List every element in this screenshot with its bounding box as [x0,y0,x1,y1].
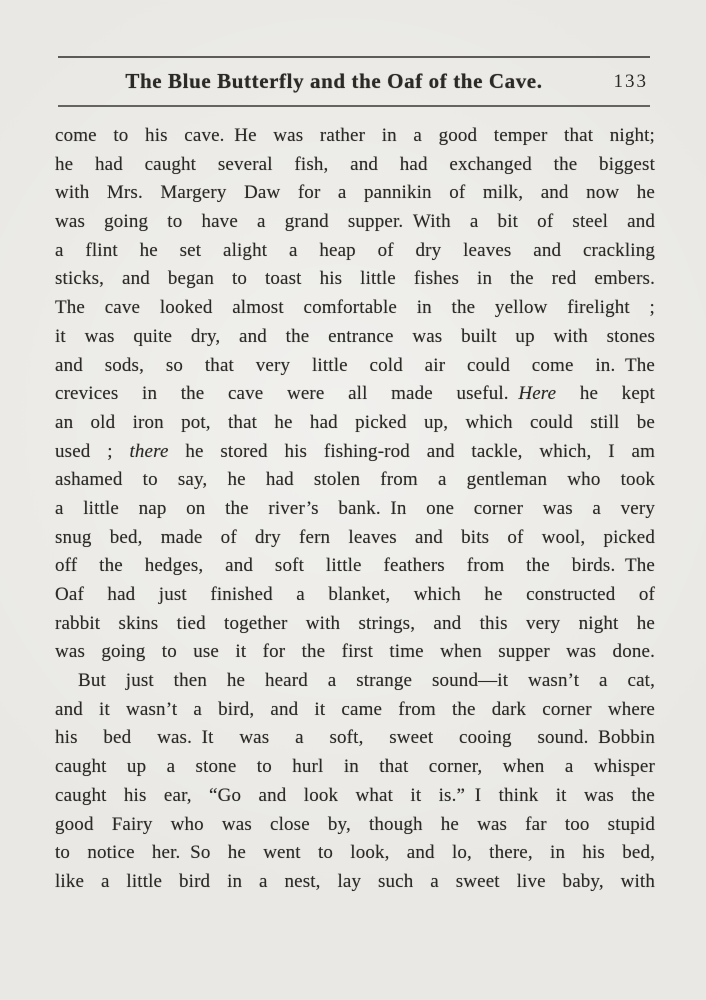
paragraph [55,122,655,667]
text-line: an old iron pot, that he had picked up, which could still be [55,411,655,433]
text-line: used ; there he stored his fishing-rod and tackle, which, I am [55,440,656,462]
text-line: to notice her. So he went to look, and lo, there, in his bed, [55,842,655,864]
text-line: caught his ear, “Go and look what it is.” I think it was the [55,784,655,806]
text-line: like a little bird in a nest, lay such a sweet live baby, with [55,870,655,892]
page-number: 133 [613,70,648,92]
text-line: caught up a stone to hurl in that corner, when a whisper [55,756,655,778]
text-line: snug bed, made of dry fern leaves and bits of wool, picked [55,526,655,548]
text-line: with Mrs. Margery Daw for a pannikin of milk, and now he [55,182,655,204]
running-header [58,56,650,107]
text-line: and it wasn’t a bird, and it came from the dark corner where [55,698,655,720]
text-line: The cave looked almost comfortable in the yellow firelight ; [55,297,655,319]
body-text [55,122,655,897]
text-line: rabbit skins tied together with strings, and this very night he [55,612,655,634]
text-line: he had caught several fish, and had exchanged the biggest [55,153,655,175]
text-line: good Fairy who was close by, though he was far too stupid [55,813,655,835]
text-line: it was quite dry, and the entrance was built up with stones [55,325,655,347]
paragraph [55,667,655,897]
running-title: The Blue Butterfly and the Oaf of the Cave. [125,69,543,93]
header-rule-bottom [58,105,650,107]
text-line: Oaf had just finished a blanket, which he constructed of [55,584,655,605]
text-line: ashamed to say, he had stolen from a gentleman who took [55,469,655,491]
text-line: was going to use it for the first time when supper was done. [55,641,655,663]
text-line: and sods, so that very little cold air could come in. The [55,354,655,376]
text-line: was going to have a grand supper. With a bit of steel and [55,211,655,233]
text-line: sticks, and began to toast his little fishes in the red embers. [55,268,655,290]
text-line: crevices in the cave were all made useful. Here he kept [55,383,655,405]
header-line [58,58,650,105]
text-line: a little nap on the river’s bank. In one corner was a very [55,497,655,519]
text-line: his bed was. It was a soft, sweet cooing sound. Bobbin [55,727,655,749]
text-line: But just then he heard a strange sound—it wasn’t a cat, [78,670,655,692]
text-line: a flint he set alight a heap of dry leaves and crackling [55,239,655,261]
text-line: off the hedges, and soft little feathers from the birds. The [55,555,655,577]
text-line: come to his cave. He was rather in a good temper that night; [55,125,655,146]
